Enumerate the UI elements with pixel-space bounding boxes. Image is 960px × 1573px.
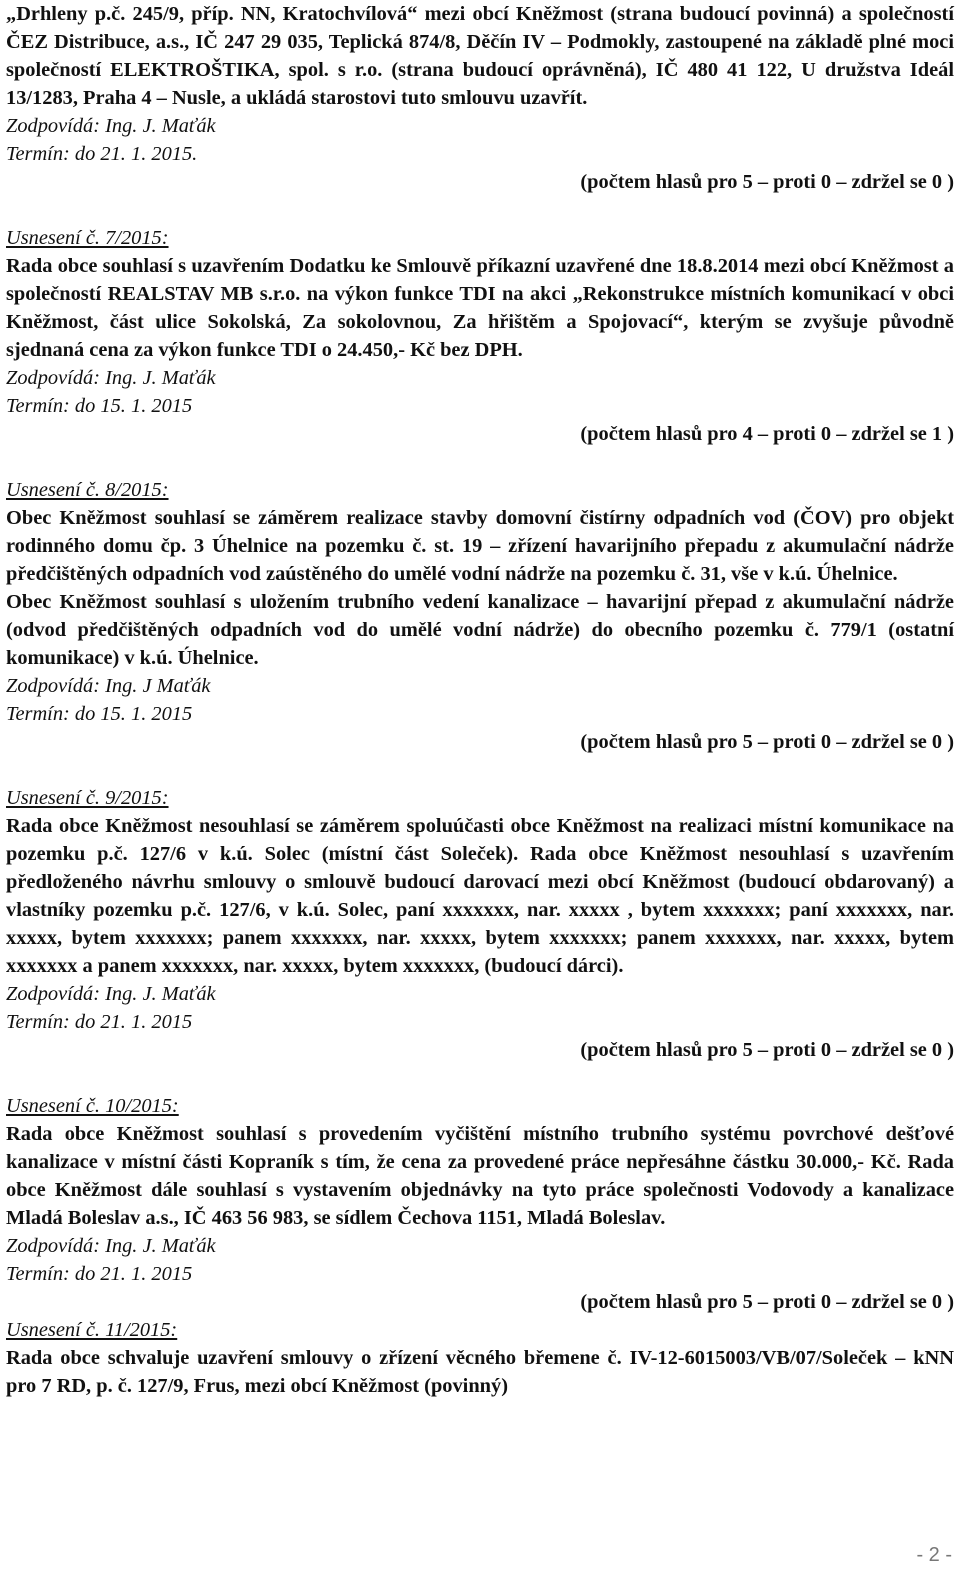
intro-paragraph: „Drhleny p.č. 245/9, příp. NN, Kratochvílová“ mezi obcí Kněžmost (strana budoucí povinná) a společností ČEZ Distribuce, a.s., IČ 247 29 035, Teplická 874/8, Děčín IV – Podmokly, zastoupené na základě plné moci společností ELEKTROŠTIKA, spol. s r.o. (strana budoucí oprávněná), IČ 480 41 122, U družstva Ideál 13/1283, Praha 4 – Nusle, a ukládá starostovi tuto smlouvu uzavřít.	[6, 3, 954, 109]
resolution-10	[6, 1092, 954, 1316]
responsible-line: Zodpovídá: Ing. J. Maťák	[6, 115, 216, 137]
deadline-line: Termín: do 21. 1. 2015	[6, 1263, 193, 1285]
vote-line: (počtem hlasů pro 5 – proti 0 – zdržel se 0 )	[580, 731, 954, 753]
resolution-9	[6, 784, 954, 1064]
resolution-text: Obec Kněžmost souhlasí s uložením trubního vedení kanalizace – havarijní přepad z akumulační nádrže (odvod předčištěných odpadních vod do umělé vodní nádrže) do obecního pozemku č. 779/1 (ostatní komunikace) v k.ú. Úhelnice.	[6, 591, 954, 669]
responsible-line: Zodpovídá: Ing. J. Maťák	[6, 367, 216, 389]
resolution-text: Obec Kněžmost souhlasí se záměrem realizace stavby domovní čistírny odpadních vod (ČOV) pro objekt rodinného domu čp. 3 Úhelnice na pozemku č. st. 19 – zřízení havarijního přepadu z akumulační nádrže předčištěných odpadních vod zaústěného do umělé vodní nádrže na pozemku č. 31, vše v k.ú. Úhelnice.	[6, 507, 954, 585]
resolution-11	[6, 1316, 954, 1400]
responsible-line: Zodpovídá: Ing. J Maťák	[6, 675, 211, 697]
responsible-line: Zodpovídá: Ing. J. Maťák	[6, 1235, 216, 1257]
vote-line: (počtem hlasů pro 4 – proti 0 – zdržel se 1 )	[580, 423, 954, 445]
resolution-heading: Usnesení č. 11/2015:	[6, 1319, 178, 1341]
vote-line: (počtem hlasů pro 5 – proti 0 – zdržel se 0 )	[580, 1291, 954, 1313]
responsible-line: Zodpovídá: Ing. J. Maťák	[6, 983, 216, 1005]
resolution-text: Rada obce Kněžmost souhlasí s provedením vyčištění místního trubního systému povrchové dešťové kanalizace v místní části Kopraník s tím, že cena za provedené práce nepřesáhne částku 30.000,- Kč. Rada obce Kněžmost dále souhlasí s vystavením objednávky na tyto práce společnosti Vodovody a kanalizace Mladá Boleslav a.s., IČ 463 56 983, se sídlem Čechova 1151, Mladá Boleslav.	[6, 1123, 954, 1229]
deadline-line: Termín: do 15. 1. 2015	[6, 395, 193, 417]
resolution-heading: Usnesení č. 7/2015:	[6, 227, 169, 249]
resolution-text: Rada obce souhlasí s uzavřením Dodatku ke Smlouvě příkazní uzavřené dne 18.8.2014 mezi obcí Kněžmost a společností REALSTAV MB s.r.o. na výkon funkce TDI na akci „Rekonstrukce místních komunikací v obci Kněžmost, část ulice Sokolská, Za sokolovnou, Za hřištěm a Spojovací“, kterým se zvyšuje původně sjednaná cena za výkon funkce TDI o 24.450,- Kč bez DPH.	[6, 255, 954, 361]
deadline-line: Termín: do 15. 1. 2015	[6, 703, 193, 725]
resolution-text: Rada obce schvaluje uzavření smlouvy o zřízení věcného břemene č. IV-12-6015003/VB/07/Soleček – kNN pro 7 RD, p. č. 127/9, Frus, mezi obcí Kněžmost (povinný)	[6, 1347, 954, 1397]
vote-line: (počtem hlasů pro 5 – proti 0 – zdržel se 0 )	[580, 1039, 954, 1061]
intro-section	[6, 0, 954, 196]
deadline-line: Termín: do 21. 1. 2015.	[6, 143, 198, 165]
resolution-heading: Usnesení č. 8/2015:	[6, 479, 169, 501]
resolution-text: Rada obce Kněžmost nesouhlasí se záměrem spoluúčasti obce Kněžmost na realizaci místní komunikace na pozemku p.č. 127/6 v k.ú. Solec (místní část Soleček). Rada obce Kněžmost nesouhlasí s uzavřením předloženého návrhu smlouvy o smlouvě budoucí darovací mezi obcí Kněžmost (budoucí obdarovaný) a vlastníky pozemku p.č. 127/6, v k.ú. Solec, paní xxxxxxx, nar. xxxxx , bytem xxxxxxx; paní xxxxxxx, nar. xxxxx, bytem xxxxxxx; panem xxxxxxx, nar. xxxxx, bytem xxxxxxx; panem xxxxxxx, nar. xxxxx, bytem xxxxxxx a panem xxxxxxx, nar. xxxxx, bytem xxxxxxx, (budoucí dárci).	[6, 815, 954, 977]
resolution-8	[6, 476, 954, 756]
document-page	[6, 0, 954, 1400]
resolution-heading: Usnesení č. 10/2015:	[6, 1095, 179, 1117]
vote-line: (počtem hlasů pro 5 – proti 0 – zdržel se 0 )	[580, 171, 954, 193]
resolution-7	[6, 224, 954, 448]
deadline-line: Termín: do 21. 1. 2015	[6, 1011, 193, 1033]
resolution-heading: Usnesení č. 9/2015:	[6, 787, 169, 809]
page-number: - 2 -	[916, 1544, 952, 1566]
